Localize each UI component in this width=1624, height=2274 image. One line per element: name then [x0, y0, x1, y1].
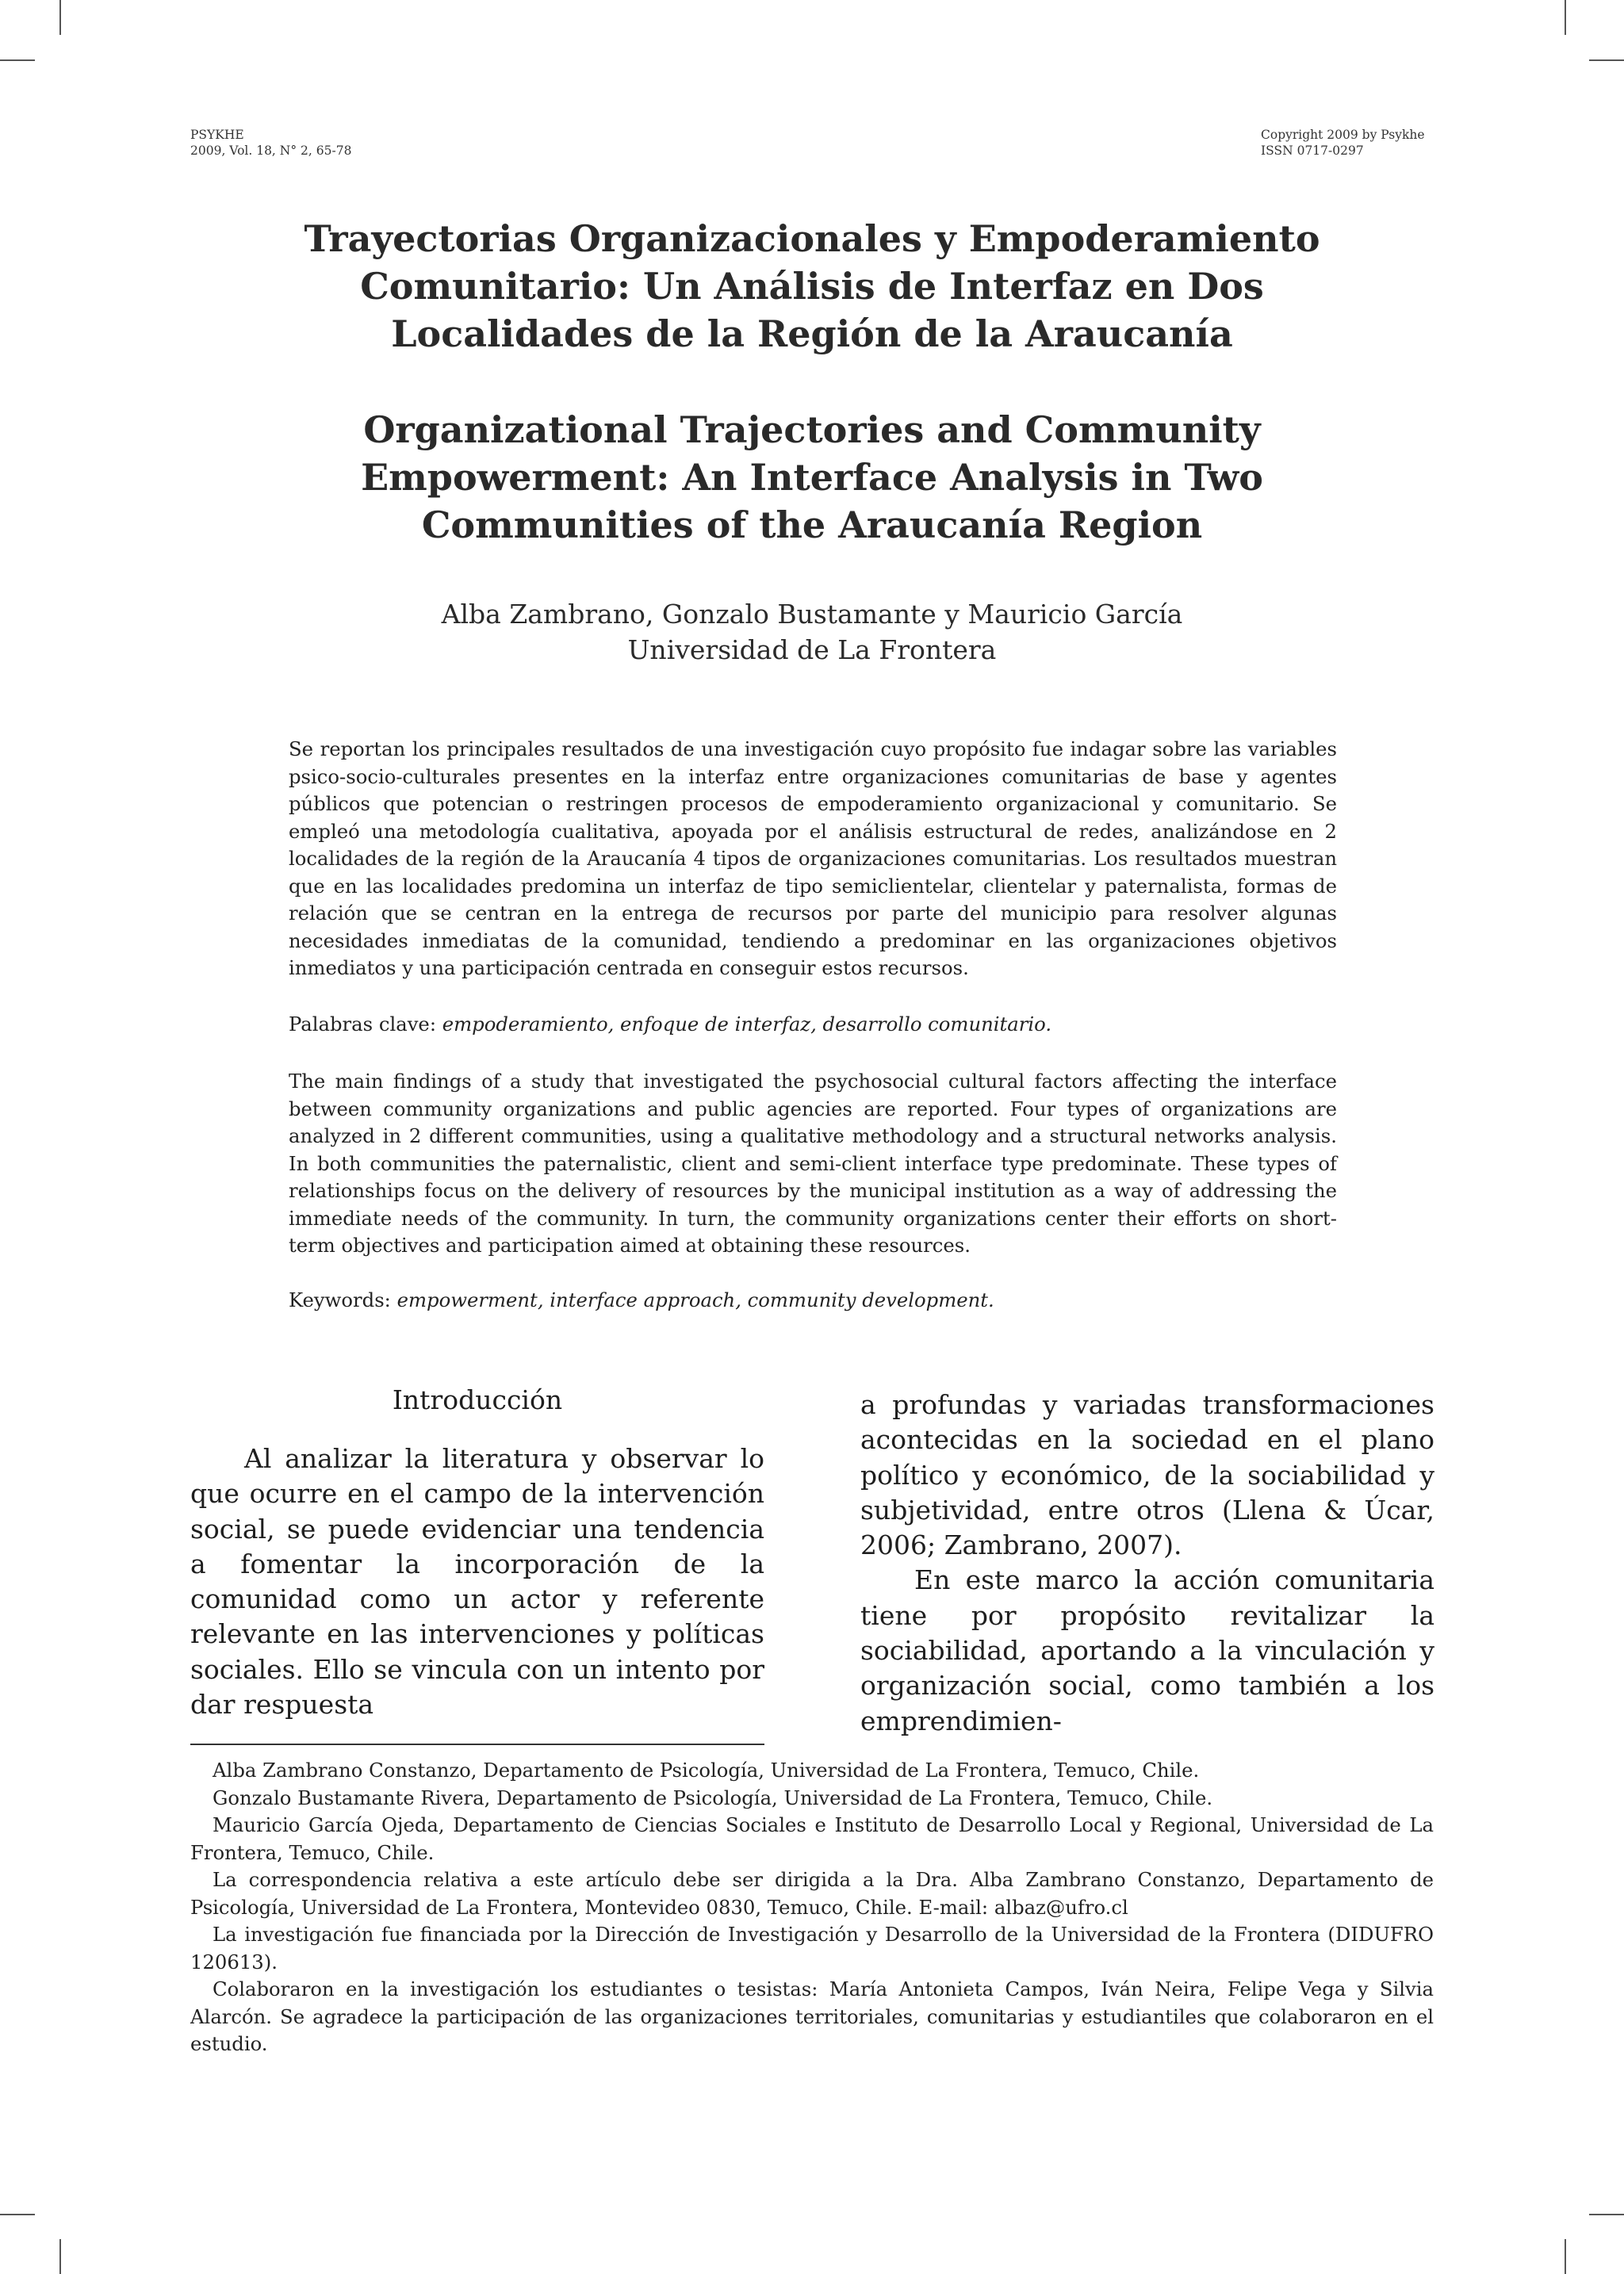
- footnote-rule: [190, 1744, 764, 1745]
- keywords-label: Keywords:: [289, 1288, 391, 1311]
- footnote: Alba Zambrano Constanzo, Departamento de Psicología, Universidad de La Frontera, Temuco, Chile.: [213, 1759, 1200, 1782]
- crop-mark: [59, 2239, 61, 2274]
- title-line: Empowerment: An Interface Analysis in Two: [361, 456, 1263, 499]
- journal-header-right: [1261, 127, 1425, 159]
- body-column-left: [190, 1383, 764, 1722]
- crop-mark: [0, 59, 35, 61]
- journal-issue: 2009, Vol. 18, N° 2, 65-78: [190, 144, 352, 158]
- body-column-right: [860, 1388, 1434, 1739]
- footnote: La correspondencia relativa a este artículo debe ser dirigida a la Dra. Alba Zambrano Constanzo, Departamento de Psicología, Universidad de La Frontera, Montevideo 0830, Temuco, Chile. E-mail: albaz@ufro.cl: [190, 1868, 1434, 1919]
- title-english: [238, 406, 1386, 549]
- crop-mark: [1565, 0, 1566, 35]
- abstract-english: The main findings of a study that investigated the psychosocial cultural factors affecting the interface between community organizations and public agencies are reported. Four types of organizations are analyzed in 2 different communities, using a qualitative methodology and a structural networks analysis. In both communities the paternalistic, client and semi-client interface type predominate. These types of relationships focus on the delivery of resources by the municipal institution as a way of addressing the immediate needs of the community. In turn, the community organizations center their efforts on short-term objectives and participation aimed at obtaining these resources.: [289, 1070, 1337, 1257]
- crop-mark: [59, 0, 61, 35]
- journal-copyright: Copyright 2009 by Psykhe: [1261, 128, 1425, 142]
- footnote: Colaboraron en la investigación los estudiantes o tesistas: María Antonieta Campos, Iván Neira, Felipe Vega y Silvia Alarcón. Se agradece la participación de las organizaciones territoriales, comunitarias y estudiantiles que colaboraron en el estudio.: [190, 1977, 1434, 2055]
- footnote: La investigación fue financiada por la Dirección de Investigación y Desarrollo de la Universidad de la Frontera (DIDUFRO 120613).: [190, 1923, 1434, 1973]
- author-names: Alba Zambrano, Gonzalo Bustamante y Mauricio García: [441, 599, 1183, 630]
- crop-mark: [1589, 2214, 1624, 2215]
- keywords-terms: empowerment, interface approach, community development.: [396, 1288, 994, 1311]
- body-paragraph: En este marco la acción comunitaria tiene por propósito revitalizar la sociabilidad, aportando a la vinculación y organización social, como también a los emprendimien-: [860, 1564, 1434, 1736]
- crop-mark: [0, 2214, 35, 2215]
- body-paragraph: a profundas y variadas transformaciones acontecidas en la sociedad en el plano político y económico, de la sociabilidad y subjetividad, entre otros (Llena & Úcar, 2006; Zambrano, 2007).: [860, 1389, 1434, 1561]
- journal-name: PSYKHE: [190, 128, 244, 142]
- author-affiliation: Universidad de La Frontera: [627, 634, 997, 665]
- title-line: Comunitario: Un Análisis de Interfaz en Dos: [360, 265, 1264, 308]
- footnote: Gonzalo Bustamante Rivera, Departamento de Psicología, Universidad de La Frontera, Temuco, Chile.: [213, 1786, 1213, 1809]
- journal-header-left: [190, 127, 351, 159]
- footnotes: [190, 1757, 1434, 2058]
- title-line: Localidades de la Región de la Araucanía: [391, 312, 1233, 355]
- title-line: Organizational Trajectories and Community: [363, 408, 1261, 451]
- title-line: Communities of the Araucanía Region: [421, 503, 1203, 546]
- section-heading: Introducción: [392, 1384, 563, 1415]
- keywords-terms: empoderamiento, enfoque de interfaz, desarrollo comunitario.: [442, 1013, 1052, 1036]
- keywords-spanish: [289, 1011, 1337, 1039]
- journal-issn: ISSN 0717-0297: [1261, 144, 1364, 158]
- crop-mark: [1589, 59, 1624, 61]
- title-spanish: [238, 215, 1386, 358]
- crop-mark: [1565, 2239, 1566, 2274]
- footnote: Mauricio García Ojeda, Departamento de Ciencias Sociales e Instituto de Desarrollo Local y Regional, Universidad de La Frontera, Temuco, Chile.: [190, 1813, 1434, 1864]
- title-line: Trayectorias Organizacionales y Empoderamiento: [304, 217, 1320, 260]
- author-block: [238, 596, 1386, 668]
- abstract-spanish: Se reportan los principales resultados de una investigación cuyo propósito fue indagar sobre las variables psico-socio-culturales presentes en la interfaz entre organizaciones comunitarias de base y agentes públicos que potencian o restringen procesos de empoderamiento organizacional y comunitario. Se empleó una metodología cualitativa, apoyada por el análisis estructural de redes, analizándose en 2 localidades de la región de la Araucanía 4 tipos de organizaciones comunitarias. Los resultados muestran que en las localidades predomina un interfaz de tipo semiclientelar, clientelar y paternalista, formas de relación que se centran en la entrega de recursos por parte del municipio para resolver algunas necesidades inmediatas de la comunidad, tendiendo a predominar en las organizaciones objetivos inmediatos y una participación centrada en conseguir estos recursos.: [289, 737, 1337, 979]
- body-paragraph: Al analizar la literatura y observar lo que ocurre en el campo de la intervención social, se puede evidenciar una tendencia a fomentar la incorporación de la comunidad como un actor y referente relevante en las intervenciones y políticas sociales. Ello se vincula con un intento por dar respuesta: [190, 1443, 764, 1721]
- keywords-label: Palabras clave:: [289, 1013, 436, 1036]
- keywords-english: [289, 1287, 1337, 1315]
